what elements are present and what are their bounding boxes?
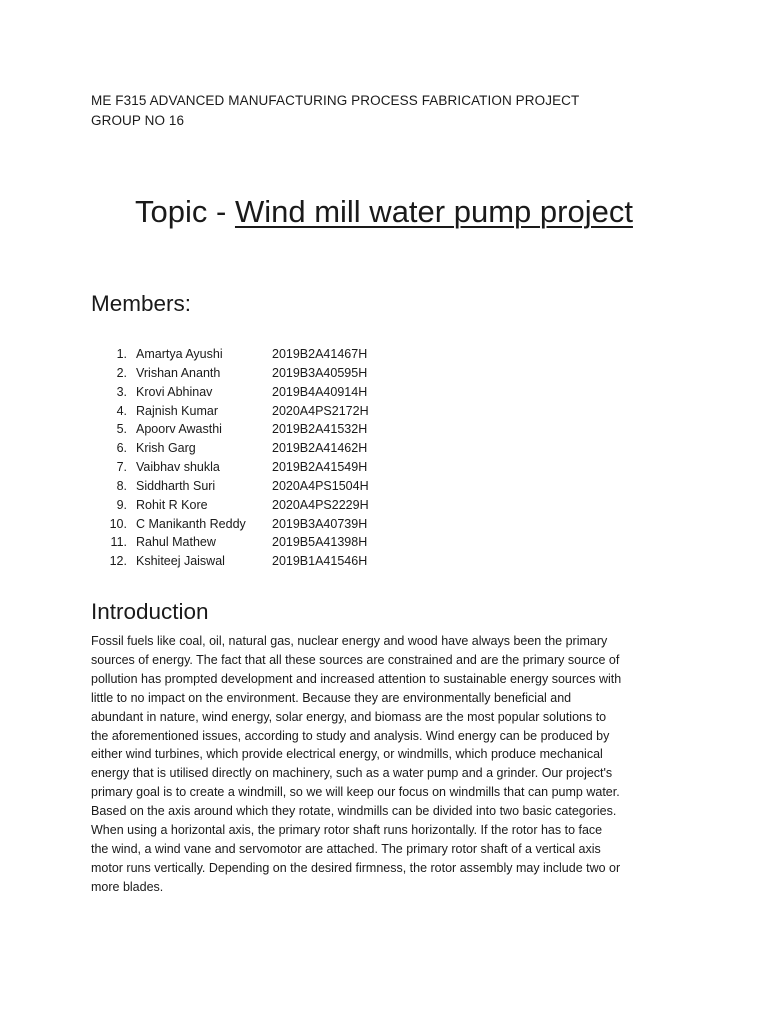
paragraph-line: the wind, a wind vane and servomotor are attached. The primary rotor shaft of a vertical axis (91, 841, 601, 856)
paragraph-line: abundant in nature, wind energy, solar energy, and biomass are the most popular solutions to (91, 709, 607, 724)
member-id: 2019B3A40739H (272, 516, 368, 531)
member-number: 9. (116, 497, 127, 512)
topic-heading (0, 192, 768, 232)
member-name: Rajnish Kumar (136, 403, 218, 418)
paragraph-line: little to no impact on the environment. Because they are environmentally beneficial and (91, 690, 572, 705)
member-number: 4. (116, 403, 127, 418)
member-item (0, 439, 768, 458)
member-name: Siddharth Suri (136, 478, 216, 493)
paragraph-line: motor runs vertically. Depending on the desired firmness, the rotor assembly may include two or (91, 860, 621, 875)
member-number: 11. (110, 535, 127, 550)
member-id: 2019B1A41546H (272, 554, 368, 569)
member-item (0, 420, 768, 439)
paragraph-line: sources of energy. The fact that all these sources are constrained and are the primary source of (91, 652, 620, 667)
member-item (0, 515, 768, 534)
group-number: GROUP NO 16 (91, 113, 185, 128)
member-number: 12. (109, 554, 127, 569)
member-id: 2019B4A40914H (272, 384, 368, 399)
member-item (0, 477, 768, 496)
members-heading: Members: (91, 291, 192, 316)
paragraph-line: When using a horizontal axis, the primary rotor shaft runs horizontally. If the rotor has to face (91, 823, 603, 838)
paragraph-line: primary goal is to create a windmill, so we will keep our focus on windmills that can pump water. (91, 785, 620, 800)
member-name: Krish Garg (136, 441, 196, 456)
topic-prefix: Topic - (135, 194, 235, 229)
introduction-paragraph (91, 632, 683, 897)
member-item (0, 345, 768, 364)
member-name: Amartya Ayushi (136, 347, 223, 361)
member-item (0, 496, 768, 515)
member-name: Vrishan Ananth (136, 365, 221, 380)
member-number: 1. (116, 347, 127, 361)
course-title: ME F315 ADVANCED MANUFACTURING PROCESS FABRICATION PROJECT (91, 93, 580, 108)
member-name: Vaibhav shukla (136, 460, 220, 475)
member-id: 2020A4PS2172H (272, 403, 369, 418)
member-id: 2019B5A41398H (272, 535, 368, 550)
member-id: 2019B2A41532H (272, 422, 368, 437)
member-name: Rohit R Kore (136, 497, 208, 512)
member-number: 3. (116, 384, 127, 399)
member-number: 2. (116, 365, 127, 380)
member-id: 2019B2A41467H (272, 347, 368, 361)
paragraph-line: Based on the axis around which they rotate, windmills can be divided into two basic categories. (91, 804, 617, 819)
paragraph-line: pollution has prompted development and increased attention to sustainable energy sources with (91, 671, 622, 686)
paragraph-line: either wind turbines, which provide electrical energy, or windmills, which produce mechanical (91, 747, 603, 762)
member-item (0, 458, 768, 477)
member-number: 10. (109, 516, 127, 531)
member-id: 2019B2A41549H (272, 460, 368, 475)
topic-title: Wind mill water pump project (234, 194, 633, 229)
members-list (0, 345, 768, 571)
paragraph-line: Fossil fuels like coal, oil, natural gas, nuclear energy and wood have always been the primary (91, 634, 608, 648)
member-item (0, 552, 768, 571)
member-item (0, 533, 768, 552)
paragraph-line: energy that is utilised directly on machinery, such as a water pump and a grinder. Our project's (91, 766, 613, 781)
member-id: 2019B2A41462H (272, 441, 368, 456)
member-number: 8. (116, 478, 127, 493)
member-number: 5. (116, 422, 127, 437)
member-id: 2020A4PS2229H (272, 497, 369, 512)
member-name: C Manikanth Reddy (136, 516, 246, 531)
member-name: Rahul Mathew (136, 535, 216, 550)
member-name: Kshiteej Jaiswal (136, 554, 225, 569)
member-id: 2020A4PS1504H (272, 478, 369, 493)
member-id: 2019B3A40595H (272, 365, 368, 380)
member-item (0, 383, 768, 402)
member-item (0, 402, 768, 421)
member-number: 7. (116, 460, 127, 475)
member-item (0, 364, 768, 383)
paragraph-line: more blades. (91, 879, 164, 894)
paragraph-line: the aforementioned issues, according to study and analysis. Wind energy can be produced by (91, 728, 610, 743)
introduction-heading: Introduction (91, 599, 209, 624)
member-number: 6. (116, 441, 127, 456)
member-name: Apoorv Awasthi (136, 422, 222, 437)
member-name: Krovi Abhinav (136, 384, 213, 399)
